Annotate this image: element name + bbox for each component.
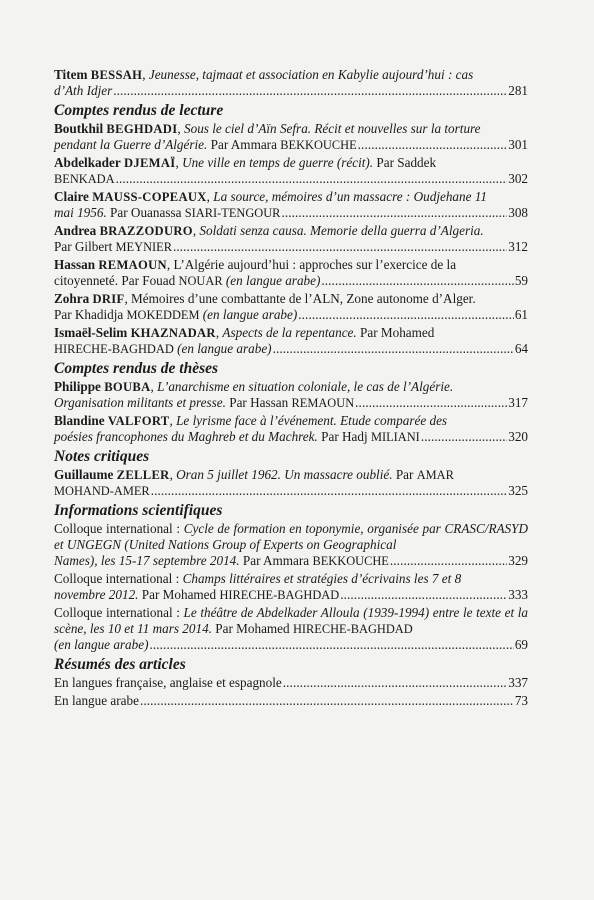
section-title-comptes-rendus-theses: Comptes rendus de thèses (54, 360, 219, 377)
section-title-notes-critiques: Notes critiques (54, 448, 150, 465)
toc-entry-djemai: Abdelkader DJEMAÏ, Une ville en temps de guerre (récit). Par Saddek BENKADA . . . 302 (54, 155, 528, 187)
section-title-informations-scientifiques: Informations scientifiques (54, 502, 223, 519)
toc-entry-bessah: Titem BESSAH, Jeunesse, tajmaat et association en Kabylie aujourd’hui : cas d’Ath Idjer . . . 281 (54, 67, 528, 99)
dot-leader (151, 483, 508, 499)
toc-entry-khaznadar: Ismaël-Selim KHAZNADAR, Aspects de la repentance. Par Mohamed HIRECHE-BAGHDAD (en langue arabe) . . . 64 (54, 325, 528, 357)
dot-leader (355, 395, 507, 411)
toc-entry-drif: Zohra DRIF, Mémoires d’une combattante de l’ALN, Zone autonome d’Alger. Par Khadidja MOKEDDEM (en langue arabe) . . . 61 (54, 291, 528, 323)
page-number: 281 (508, 83, 528, 98)
page-number: 61 (514, 307, 528, 322)
dot-leader (116, 171, 508, 187)
dot-leader (113, 83, 507, 99)
page-number: 301 (508, 137, 528, 152)
dot-leader (421, 429, 507, 445)
page-number: 59 (514, 273, 528, 288)
toc-entry-colloque-toponymie: Colloque international : Cycle de formation en toponymie, organisée par CRASC/RASYD et UNGEGN (United Nations Group of Experts on Geographical Names), les 15-17 septembre 2014. Par Ammara BEKKOUCHE . . . 329 (54, 521, 528, 569)
toc-entry-bouba: Philippe BOUBA, L’anarchisme en situation coloniale, le cas de l’Algérie. Organisation militants et presse. Par Hassan REMAOUN . . . 317 (54, 379, 528, 411)
dot-leader (321, 273, 513, 289)
dot-leader (140, 693, 514, 709)
toc-entry-mauss-copeaux: Claire MAUSS-COPEAUX, La source, mémoires d’un massacre : Oudjehane 11 mai 1956. Par Ouanassa SIARI-TENGOUR . . . 308 (54, 189, 528, 221)
toc-entry-valfort: Blandine VALFORT, Le lyrisme face à l’événement. Etude comparée des poésies francophones du Maghreb et du Machrek. Par Hadj MILIANI . . . 320 (54, 413, 528, 445)
section-title-resumes: Résumés des articles (54, 656, 186, 673)
toc-entry-beghdadi: Boutkhil BEGHDADI, Sous le ciel d’Aïn Sefra. Récit et nouvelles sur la torture pendant la Guerre d’Algérie. Par Ammara BEKKOUCHE . . . 301 (54, 121, 528, 153)
page-number: 320 (508, 429, 528, 444)
page-number: 325 (508, 483, 528, 498)
toc-entry-brazzoduro: Andrea BRAZZODURO, Soldati senza causa. Memorie della guerra d’Algeria. Par Gilbert MEYNIER . . . 312 (54, 223, 528, 255)
dot-leader (149, 637, 513, 653)
page-number: 337 (508, 675, 528, 690)
page-number: 308 (508, 205, 528, 220)
toc-entry-zeller: Guillaume ZELLER, Oran 5 juillet 1962. Un massacre oublié. Par AMAR MOHAND-AMER . . . 325 (54, 467, 528, 499)
page-number: 312 (508, 239, 528, 254)
dot-leader (298, 307, 514, 323)
dot-leader (340, 587, 507, 603)
page-number: 317 (508, 395, 528, 410)
dot-leader (173, 239, 507, 255)
toc-entry-colloque-champs-litteraires: Colloque international : Champs littéraires et stratégies d’écrivains les 7 et 8 novembre 2012. Par Mohamed HIRECHE-BAGHDAD . . . 333 (54, 571, 528, 603)
toc-entry-colloque-theatre-alloula: Colloque international : Le théâtre de Abdelkader Alloula (1939-1994) entre le texte et la scène, les 10 et 11 mars 2014. Par Mohamed HIRECHE-BAGHDAD (en langue arabe) . . . 69 (54, 605, 528, 653)
page-number: 329 (508, 553, 528, 568)
dot-leader (390, 553, 507, 569)
page-number: 64 (514, 341, 528, 356)
dot-leader (273, 341, 514, 357)
dot-leader (358, 137, 508, 153)
page-number: 333 (508, 587, 528, 602)
toc-entry-remaoun: Hassan REMAOUN, L’Algérie aujourd’hui : approches sur l’exercice de la citoyenneté. Par Fouad NOUAR (en langue arabe) . . . 59 (54, 257, 528, 289)
table-of-contents (54, 67, 528, 711)
dot-leader (283, 675, 507, 691)
page-number: 69 (514, 637, 528, 652)
dot-leader (281, 205, 507, 221)
toc-entry-resumes-francais: En langues française, anglaise et espagnole . . . 337 (54, 675, 528, 691)
page-number: 302 (508, 171, 528, 186)
section-title-comptes-rendus-lecture: Comptes rendus de lecture (54, 102, 224, 119)
toc-entry-resumes-arabe: En langue arabe . . . 73 (54, 693, 528, 709)
page-number: 73 (514, 693, 528, 708)
